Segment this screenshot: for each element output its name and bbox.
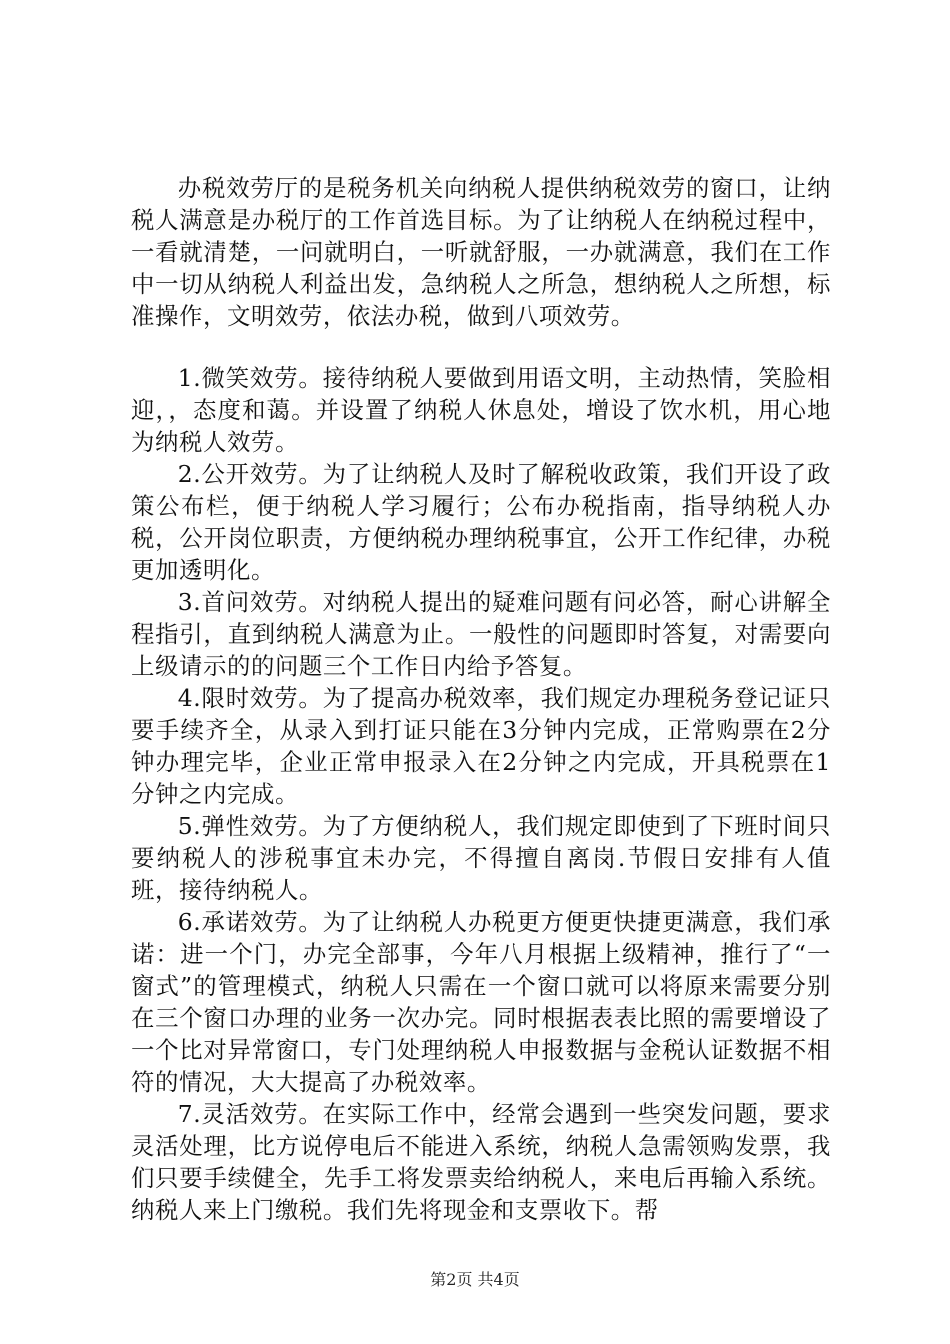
- list-item: 3.首问效劳。对纳税人提出的疑难问题有问必答，耐心讲解全程指引，直到纳税人满意为止。一般性的问题即时答复，对需要向上级请示的的问题三个工作日内给予答复。: [131, 588, 831, 680]
- paragraph-gap: [131, 332, 831, 362]
- list-item: 1.微笑效劳。接待纳税人要做到用语文明，主动热情，笑脸相迎，，态度和蔼。并设置了纳税人休息处，增设了饮水机，用心地为纳税人效劳。: [131, 364, 831, 456]
- intro-paragraph: 办税效劳厅的是税务机关向纳税人提供纳税效劳的窗口，让纳税人满意是办税厅的工作首选目标。为了让纳税人在纳税过程中，一看就清楚，一问就明白，一听就舒服，一办就满意，我们在工作中一切从纳税人利益出发，急纳税人之所急，想纳税人之所想，标准操作，文明效劳，依法办税，做到八项效劳。: [131, 174, 831, 330]
- list-item: 2.公开效劳。为了让纳税人及时了解税收政策，我们开设了政策公布栏，便于纳税人学习履行；公布办税指南，指导纳税人办税，公开岗位职责，方便纳税办理纳税事宜，公开工作纪律，办税更加透明化。: [131, 460, 831, 584]
- page-number-footer: 第2页 共4页: [430, 1270, 520, 1289]
- list-item: 6.承诺效劳。为了让纳税人办税更方便更快捷更满意，我们承诺：进一个门，办完全部事，今年八月根据上级精神，推行了“一窗式”的管理模式，纳税人只需在一个窗口就可以将原来需要分别在三个窗口办理的业务一次办完。同时根据表表比照的需要增设了一个比对异常窗口，专门处理纳税人申报数据与金税认证数据不相符的情况，大大提高了办税效率。: [131, 908, 831, 1096]
- list-item: 7.灵活效劳。在实际工作中，经常会遇到一些突发问题，要求灵活处理，比方说停电后不能进入系统，纳税人急需领购发票，我们只要手续健全，先手工将发票卖给纳税人，来电后再输入系统。纳税人来上门缴税。我们先将现金和支票收下。帮: [131, 1100, 831, 1224]
- list-item: 5.弹性效劳。为了方便纳税人，我们规定即使到了下班时间只要纳税人的涉税事宜未办完，不得擅自离岗.节假日安排有人值班，接待纳税人。: [131, 812, 831, 904]
- document-body: [131, 172, 831, 1226]
- list-item: 4.限时效劳。为了提高办税效率，我们规定办理税务登记证只要手续齐全，从录入到打证只能在3分钟内完成，正常购票在2分钟办理完毕，企业正常申报录入在2分钟之内完成，开具税票在1分钟之内完成。: [131, 684, 831, 808]
